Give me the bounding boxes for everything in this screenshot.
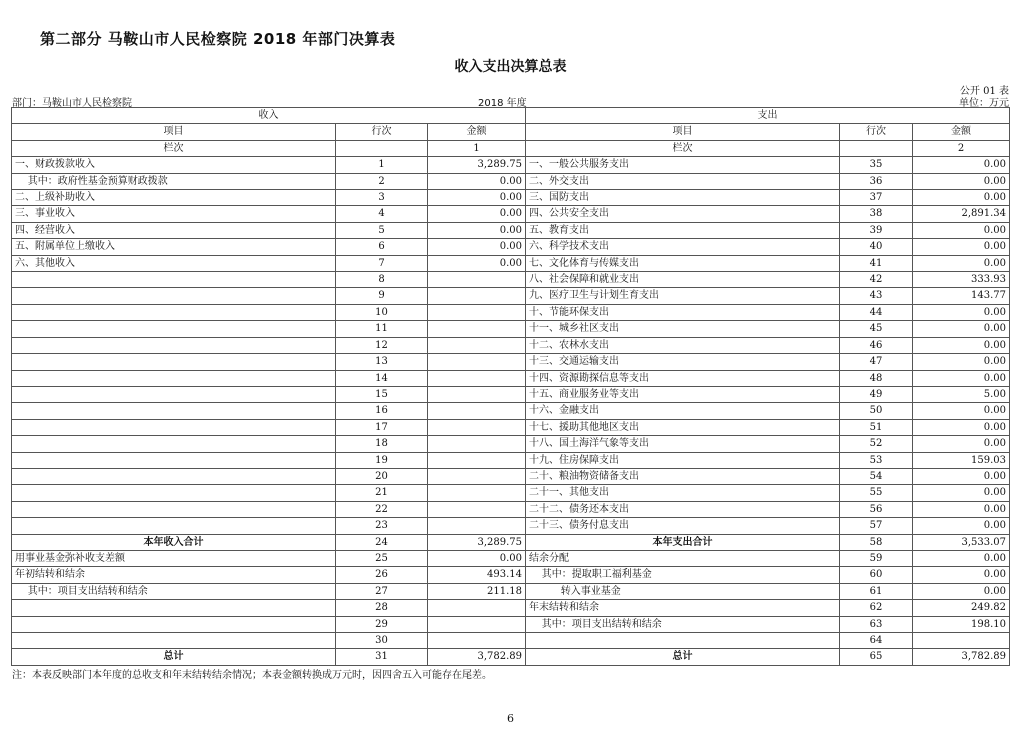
expense-line-cell: 55 bbox=[840, 485, 913, 501]
income-amount-cell bbox=[428, 321, 526, 337]
expense-line-cell: 48 bbox=[840, 370, 913, 386]
expense-item-cell: 其中：项目支出结转和结余 bbox=[526, 616, 840, 632]
table-row bbox=[12, 321, 1010, 337]
expense-item-cell: 三、国防支出 bbox=[526, 190, 840, 206]
expense-section-header: 支出 bbox=[526, 108, 1010, 124]
income-item-cell bbox=[12, 600, 336, 616]
income-item-cell bbox=[12, 272, 336, 288]
income-line-cell: 12 bbox=[336, 337, 428, 353]
expense-amount-cell: 0.00 bbox=[913, 436, 1010, 452]
expense-item-cell: 五、教育支出 bbox=[526, 222, 840, 238]
expense-amount-header: 金额 bbox=[913, 124, 1010, 140]
expense-line-cell: 35 bbox=[840, 157, 913, 173]
income-item-cell bbox=[12, 403, 336, 419]
expense-line-cell: 61 bbox=[840, 583, 913, 599]
income-line-cell: 13 bbox=[336, 354, 428, 370]
expense-line-cell: 60 bbox=[840, 567, 913, 583]
expense-line-cell: 58 bbox=[840, 534, 913, 550]
table-row bbox=[12, 354, 1010, 370]
income-item-cell: 其中：政府性基金预算财政拨款 bbox=[12, 173, 336, 189]
expense-amount-cell: 0.00 bbox=[913, 583, 1010, 599]
unit-label: 单位：万元 bbox=[959, 98, 1009, 109]
income-amount-cell bbox=[428, 501, 526, 517]
income-item-cell bbox=[12, 419, 336, 435]
expense-amount-cell: 3,533.07 bbox=[913, 534, 1010, 550]
income-item-cell: 三、事业收入 bbox=[12, 206, 336, 222]
expense-line-cell: 39 bbox=[840, 222, 913, 238]
table-row bbox=[12, 173, 1010, 189]
form-number: 公开 01 表 bbox=[959, 86, 1009, 97]
expense-item-cell: 二十二、债务还本支出 bbox=[526, 501, 840, 517]
income-item-cell bbox=[12, 386, 336, 402]
income-item-cell: 其中：项目支出结转和结余 bbox=[12, 583, 336, 599]
table-row bbox=[12, 190, 1010, 206]
expense-item-cell: 十一、城乡社区支出 bbox=[526, 321, 840, 337]
table-row bbox=[12, 550, 1010, 566]
income-item-cell: 用事业基金弥补收支差额 bbox=[12, 550, 336, 566]
expense-line-cell: 45 bbox=[840, 321, 913, 337]
budget-summary-table bbox=[11, 107, 1010, 666]
income-line-cell: 26 bbox=[336, 567, 428, 583]
expense-item-cell: 二十三、债务付息支出 bbox=[526, 518, 840, 534]
income-item-cell bbox=[12, 633, 336, 649]
income-sub-label: 栏次 bbox=[12, 140, 336, 156]
income-item-cell: 四、经营收入 bbox=[12, 222, 336, 238]
income-line-cell: 31 bbox=[336, 649, 428, 665]
expense-item-cell: 十五、商业服务业等支出 bbox=[526, 386, 840, 402]
income-item-cell bbox=[12, 354, 336, 370]
income-item-cell: 年初结转和结余 bbox=[12, 567, 336, 583]
expense-line-cell: 40 bbox=[840, 239, 913, 255]
income-item-cell: 总计 bbox=[12, 649, 336, 665]
expense-item-cell: 十八、国土海洋气象等支出 bbox=[526, 436, 840, 452]
expense-amount-cell: 0.00 bbox=[913, 468, 1010, 484]
expense-amount-cell: 0.00 bbox=[913, 239, 1010, 255]
income-item-cell: 本年收入合计 bbox=[12, 534, 336, 550]
expense-amount-cell: 0.00 bbox=[913, 419, 1010, 435]
expense-line-cell: 44 bbox=[840, 304, 913, 320]
income-item-cell: 六、其他收入 bbox=[12, 255, 336, 271]
column-header-row bbox=[12, 124, 1010, 140]
income-amount-cell bbox=[428, 518, 526, 534]
income-line-cell: 4 bbox=[336, 206, 428, 222]
table-row bbox=[12, 633, 1010, 649]
table-row bbox=[12, 222, 1010, 238]
expense-col-number: 2 bbox=[913, 140, 1010, 156]
expense-line-cell: 49 bbox=[840, 386, 913, 402]
income-item-cell bbox=[12, 518, 336, 534]
income-line-cell: 27 bbox=[336, 583, 428, 599]
expense-amount-cell: 143.77 bbox=[913, 288, 1010, 304]
footnote: 注：本表反映部门本年度的总收支和年末结转结余情况；本表金额转换成万元时，因四舍五入可能存在尾差。 bbox=[12, 670, 492, 681]
expense-amount-cell: 0.00 bbox=[913, 518, 1010, 534]
income-amount-cell bbox=[428, 633, 526, 649]
expense-item-cell: 十六、金融支出 bbox=[526, 403, 840, 419]
expense-line-cell: 37 bbox=[840, 190, 913, 206]
income-amount-cell bbox=[428, 370, 526, 386]
income-line-header: 行次 bbox=[336, 124, 428, 140]
expense-line-cell: 56 bbox=[840, 501, 913, 517]
income-item-cell bbox=[12, 370, 336, 386]
table-row bbox=[12, 583, 1010, 599]
income-item-cell bbox=[12, 485, 336, 501]
page-number: 6 bbox=[507, 712, 514, 725]
income-line-cell: 11 bbox=[336, 321, 428, 337]
income-line-cell: 25 bbox=[336, 550, 428, 566]
expense-line-cell: 65 bbox=[840, 649, 913, 665]
table-row bbox=[12, 403, 1010, 419]
income-line-cell: 8 bbox=[336, 272, 428, 288]
income-line-cell: 21 bbox=[336, 485, 428, 501]
expense-item-cell: 十七、援助其他地区支出 bbox=[526, 419, 840, 435]
table-row bbox=[12, 452, 1010, 468]
table-row bbox=[12, 501, 1010, 517]
table-row bbox=[12, 567, 1010, 583]
table-row bbox=[12, 600, 1010, 616]
expense-amount-cell: 0.00 bbox=[913, 567, 1010, 583]
table-row bbox=[12, 239, 1010, 255]
expense-item-cell: 九、医疗卫生与计划生育支出 bbox=[526, 288, 840, 304]
expense-item-cell bbox=[526, 633, 840, 649]
expense-line-cell: 59 bbox=[840, 550, 913, 566]
table-row bbox=[12, 206, 1010, 222]
expense-item-cell: 结余分配 bbox=[526, 550, 840, 566]
income-amount-cell: 211.18 bbox=[428, 583, 526, 599]
expense-line-cell: 41 bbox=[840, 255, 913, 271]
expense-item-cell: 年末结转和结余 bbox=[526, 600, 840, 616]
income-item-cell: 五、附属单位上缴收入 bbox=[12, 239, 336, 255]
expense-line-cell: 50 bbox=[840, 403, 913, 419]
income-section-header: 收入 bbox=[12, 108, 526, 124]
income-line-cell: 17 bbox=[336, 419, 428, 435]
table-row bbox=[12, 157, 1010, 173]
expense-item-cell: 总计 bbox=[526, 649, 840, 665]
income-item-cell bbox=[12, 304, 336, 320]
expense-amount-cell: 0.00 bbox=[913, 403, 1010, 419]
expense-amount-cell: 0.00 bbox=[913, 550, 1010, 566]
income-item-cell bbox=[12, 321, 336, 337]
income-line-cell: 16 bbox=[336, 403, 428, 419]
table-row bbox=[12, 485, 1010, 501]
expense-item-cell: 十二、农林水支出 bbox=[526, 337, 840, 353]
income-amount-cell: 0.00 bbox=[428, 255, 526, 271]
income-line-cell: 29 bbox=[336, 616, 428, 632]
income-item-cell bbox=[12, 288, 336, 304]
expense-line-cell: 36 bbox=[840, 173, 913, 189]
income-item-cell bbox=[12, 468, 336, 484]
expense-line-cell: 64 bbox=[840, 633, 913, 649]
income-line-cell: 30 bbox=[336, 633, 428, 649]
expense-amount-cell: 0.00 bbox=[913, 222, 1010, 238]
table-row bbox=[12, 649, 1010, 665]
expense-line-header: 行次 bbox=[840, 124, 913, 140]
income-item-cell: 二、上级补助收入 bbox=[12, 190, 336, 206]
column-number-row bbox=[12, 140, 1010, 156]
income-item-cell bbox=[12, 501, 336, 517]
table-row bbox=[12, 534, 1010, 550]
expense-line-cell: 46 bbox=[840, 337, 913, 353]
income-amount-cell bbox=[428, 468, 526, 484]
income-amount-cell: 0.00 bbox=[428, 550, 526, 566]
expense-item-cell: 十、节能环保支出 bbox=[526, 304, 840, 320]
expense-amount-cell: 0.00 bbox=[913, 354, 1010, 370]
income-amount-cell bbox=[428, 337, 526, 353]
income-line-cell: 18 bbox=[336, 436, 428, 452]
income-amount-header: 金额 bbox=[428, 124, 526, 140]
income-amount-cell bbox=[428, 386, 526, 402]
income-amount-cell bbox=[428, 600, 526, 616]
expense-line-cell: 42 bbox=[840, 272, 913, 288]
expense-amount-cell: 0.00 bbox=[913, 173, 1010, 189]
income-line-cell: 2 bbox=[336, 173, 428, 189]
table-row bbox=[12, 616, 1010, 632]
table-row bbox=[12, 272, 1010, 288]
income-item-cell: 一、财政拨款收入 bbox=[12, 157, 336, 173]
income-amount-cell: 0.00 bbox=[428, 239, 526, 255]
income-line-cell: 7 bbox=[336, 255, 428, 271]
expense-amount-cell: 159.03 bbox=[913, 452, 1010, 468]
expense-line-cell: 53 bbox=[840, 452, 913, 468]
expense-item-cell: 七、文化体育与传媒支出 bbox=[526, 255, 840, 271]
income-line-blank bbox=[336, 140, 428, 156]
income-line-cell: 9 bbox=[336, 288, 428, 304]
expense-item-cell: 二十一、其他支出 bbox=[526, 485, 840, 501]
table-row bbox=[12, 468, 1010, 484]
income-amount-cell: 0.00 bbox=[428, 222, 526, 238]
income-line-cell: 6 bbox=[336, 239, 428, 255]
expense-sub-label: 栏次 bbox=[526, 140, 840, 156]
table-row bbox=[12, 255, 1010, 271]
expense-line-blank bbox=[840, 140, 913, 156]
table-row bbox=[12, 288, 1010, 304]
income-amount-cell bbox=[428, 419, 526, 435]
income-amount-cell bbox=[428, 304, 526, 320]
part-title: 第二部分 马鞍山市人民检察院 2018 年部门决算表 bbox=[40, 30, 396, 48]
table-row bbox=[12, 370, 1010, 386]
section-header-row bbox=[12, 108, 1010, 124]
income-line-cell: 1 bbox=[336, 157, 428, 173]
income-amount-cell bbox=[428, 403, 526, 419]
expense-amount-cell: 0.00 bbox=[913, 255, 1010, 271]
income-line-cell: 28 bbox=[336, 600, 428, 616]
expense-amount-cell: 0.00 bbox=[913, 321, 1010, 337]
expense-item-cell: 转入事业基金 bbox=[526, 583, 840, 599]
expense-amount-cell: 0.00 bbox=[913, 370, 1010, 386]
income-amount-cell bbox=[428, 436, 526, 452]
table-row bbox=[12, 337, 1010, 353]
expense-item-cell: 八、社会保障和就业支出 bbox=[526, 272, 840, 288]
income-item-cell bbox=[12, 452, 336, 468]
expense-amount-cell: 2,891.34 bbox=[913, 206, 1010, 222]
table-row bbox=[12, 436, 1010, 452]
income-line-cell: 10 bbox=[336, 304, 428, 320]
table-row bbox=[12, 419, 1010, 435]
expense-amount-cell: 3,782.89 bbox=[913, 649, 1010, 665]
department-label: 部门：马鞍山市人民检察院 bbox=[12, 98, 132, 109]
income-item-cell bbox=[12, 616, 336, 632]
expense-item-cell: 其中：提取职工福利基金 bbox=[526, 567, 840, 583]
income-amount-cell bbox=[428, 272, 526, 288]
expense-amount-cell: 0.00 bbox=[913, 304, 1010, 320]
income-line-cell: 14 bbox=[336, 370, 428, 386]
income-line-cell: 3 bbox=[336, 190, 428, 206]
fiscal-year: 2018 年度 bbox=[478, 98, 527, 109]
expense-amount-cell: 0.00 bbox=[913, 501, 1010, 517]
page-title: 收入支出决算总表 bbox=[454, 59, 567, 75]
expense-amount-cell bbox=[913, 633, 1010, 649]
income-amount-cell bbox=[428, 354, 526, 370]
income-amount-cell: 3,289.75 bbox=[428, 534, 526, 550]
income-line-cell: 22 bbox=[336, 501, 428, 517]
expense-item-cell: 六、科学技术支出 bbox=[526, 239, 840, 255]
income-col-number: 1 bbox=[428, 140, 526, 156]
income-line-cell: 23 bbox=[336, 518, 428, 534]
income-amount-cell: 3,289.75 bbox=[428, 157, 526, 173]
expense-item-header: 项目 bbox=[526, 124, 840, 140]
expense-amount-cell: 0.00 bbox=[913, 485, 1010, 501]
income-amount-cell bbox=[428, 288, 526, 304]
income-line-cell: 24 bbox=[336, 534, 428, 550]
income-amount-cell bbox=[428, 616, 526, 632]
expense-line-cell: 38 bbox=[840, 206, 913, 222]
income-line-cell: 19 bbox=[336, 452, 428, 468]
expense-item-cell: 本年支出合计 bbox=[526, 534, 840, 550]
expense-line-cell: 54 bbox=[840, 468, 913, 484]
expense-amount-cell: 333.93 bbox=[913, 272, 1010, 288]
expense-line-cell: 63 bbox=[840, 616, 913, 632]
expense-amount-cell: 249.82 bbox=[913, 600, 1010, 616]
expense-line-cell: 47 bbox=[840, 354, 913, 370]
expense-amount-cell: 0.00 bbox=[913, 190, 1010, 206]
expense-amount-cell: 198.10 bbox=[913, 616, 1010, 632]
income-item-header: 项目 bbox=[12, 124, 336, 140]
income-amount-cell: 0.00 bbox=[428, 190, 526, 206]
expense-amount-cell: 0.00 bbox=[913, 157, 1010, 173]
expense-line-cell: 43 bbox=[840, 288, 913, 304]
expense-line-cell: 51 bbox=[840, 419, 913, 435]
expense-item-cell: 十四、资源勘探信息等支出 bbox=[526, 370, 840, 386]
expense-item-cell: 四、公共安全支出 bbox=[526, 206, 840, 222]
expense-item-cell: 十九、住房保障支出 bbox=[526, 452, 840, 468]
income-line-cell: 15 bbox=[336, 386, 428, 402]
income-amount-cell: 3,782.89 bbox=[428, 649, 526, 665]
expense-amount-cell: 0.00 bbox=[913, 337, 1010, 353]
expense-item-cell: 二十、粮油物资储备支出 bbox=[526, 468, 840, 484]
expense-amount-cell: 5.00 bbox=[913, 386, 1010, 402]
income-line-cell: 5 bbox=[336, 222, 428, 238]
expense-line-cell: 57 bbox=[840, 518, 913, 534]
income-item-cell bbox=[12, 436, 336, 452]
income-amount-cell bbox=[428, 452, 526, 468]
income-item-cell bbox=[12, 337, 336, 353]
income-amount-cell: 0.00 bbox=[428, 206, 526, 222]
income-amount-cell bbox=[428, 485, 526, 501]
expense-item-cell: 一、一般公共服务支出 bbox=[526, 157, 840, 173]
income-line-cell: 20 bbox=[336, 468, 428, 484]
table-row bbox=[12, 386, 1010, 402]
expense-line-cell: 62 bbox=[840, 600, 913, 616]
table-row bbox=[12, 304, 1010, 320]
income-amount-cell: 493.14 bbox=[428, 567, 526, 583]
expense-item-cell: 十三、交通运输支出 bbox=[526, 354, 840, 370]
table-row bbox=[12, 518, 1010, 534]
income-amount-cell: 0.00 bbox=[428, 173, 526, 189]
expense-line-cell: 52 bbox=[840, 436, 913, 452]
expense-item-cell: 二、外交支出 bbox=[526, 173, 840, 189]
